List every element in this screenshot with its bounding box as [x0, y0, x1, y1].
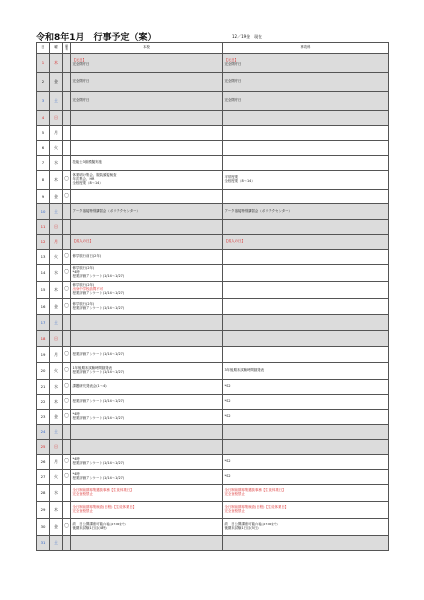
advanced-course-cell — [223, 111, 389, 126]
advanced-course-cell — [223, 470, 389, 485]
weekday-cell: 木 — [50, 171, 63, 190]
advanced-course-cell — [223, 502, 389, 519]
note-mark-cell — [63, 425, 71, 440]
main-school-cell — [71, 380, 223, 395]
main-school-cell — [71, 519, 223, 536]
advanced-course-cell — [223, 220, 389, 235]
table-row — [37, 282, 389, 299]
day-cell: 17 — [37, 315, 50, 331]
day-cell: 6 — [37, 141, 50, 156]
weekday-cell: 火 — [50, 363, 63, 380]
weekday-cell: 金 — [50, 519, 63, 536]
event-line: 完全閉庁日 — [72, 62, 90, 66]
event-line: 平常授業 — [224, 175, 239, 180]
advanced-course-cell — [223, 519, 389, 536]
table-row — [37, 380, 389, 395]
event-line: 完全登校禁止 — [72, 509, 93, 513]
advanced-course-cell — [223, 536, 389, 551]
table-row — [37, 536, 389, 551]
main-school-cell — [71, 220, 223, 235]
event-line: 出身中学校訪問不可 — [72, 287, 104, 292]
advanced-course-cell — [223, 54, 389, 73]
header-note — [63, 43, 71, 54]
main-school-cell — [71, 347, 223, 363]
event-line: 終 日公開講座可能(午後は17:00まで) — [224, 522, 278, 527]
day-cell: 28 — [37, 485, 50, 502]
page-title: 令和8年1月 行事予定（案） — [36, 33, 157, 43]
main-school-cell — [71, 536, 223, 551]
event-line: 【成人の日】 — [72, 239, 93, 244]
header-dow: 曜 — [50, 43, 63, 54]
table-row — [37, 315, 389, 331]
note-mark-cell — [63, 315, 71, 331]
table-row — [37, 92, 389, 111]
table-row — [37, 395, 389, 410]
advanced-course-cell — [223, 380, 389, 395]
header-row — [37, 43, 389, 54]
note-mark-cell: 〇 — [63, 470, 71, 485]
main-school-cell — [71, 111, 223, 126]
weekday-cell: 金 — [50, 410, 63, 425]
day-cell: 29 — [37, 502, 50, 519]
table-row — [37, 470, 389, 485]
event-line: 3年後期末試験時間割発表 — [224, 368, 264, 373]
event-line: 休業明け集会、服装頭髪検査 — [72, 173, 117, 178]
weekday-cell: 日 — [50, 440, 63, 455]
event-line: 後期末試験1日目(4時) — [72, 526, 107, 530]
day-cell: 3 — [37, 92, 50, 111]
advanced-course-cell — [223, 282, 389, 299]
main-school-cell — [71, 470, 223, 485]
event-line: 全日制前期募集選抜事務【生徒休業日】 — [72, 488, 134, 493]
day-cell: 16 — [37, 299, 50, 315]
note-mark-cell — [63, 536, 71, 551]
weekday-cell: 火 — [50, 470, 63, 485]
main-school-cell — [71, 331, 223, 347]
event-line: *S2 — [224, 384, 231, 389]
note-mark-cell — [63, 204, 71, 220]
event-line: 授業評価アンケート(1/14～1/27) — [72, 370, 125, 374]
advanced-course-cell — [223, 204, 389, 220]
table-row — [37, 204, 389, 220]
advanced-course-cell — [223, 156, 389, 171]
event-line: 全校授業（8～14） — [224, 179, 255, 183]
weekday-cell: 木 — [50, 54, 63, 73]
day-cell: 26 — [37, 455, 50, 470]
event-line: 完全登校禁止 — [224, 492, 245, 496]
advanced-course-cell — [223, 347, 389, 363]
event-line: 技能士3級模擬実施 — [72, 160, 102, 165]
advanced-course-cell — [223, 73, 389, 92]
note-mark-cell — [63, 73, 71, 92]
table-row — [37, 235, 389, 250]
event-line: 年次集会、HR — [72, 177, 95, 182]
main-school-cell — [71, 204, 223, 220]
weekday-cell: 土 — [50, 315, 63, 331]
main-school-cell — [71, 440, 223, 455]
event-line: 【元日】 — [72, 58, 87, 63]
note-mark-cell: 〇 — [63, 455, 71, 470]
event-line: 修学旅行(2年) — [72, 283, 95, 288]
table-row — [37, 156, 389, 171]
event-line: 完全閉庁日 — [72, 98, 90, 103]
note-mark-cell: 〇 — [63, 363, 71, 380]
event-line: 全校授業（8～14） — [72, 180, 103, 185]
note-mark-cell — [63, 485, 71, 502]
table-row — [37, 363, 389, 380]
day-cell: 30 — [37, 519, 50, 536]
main-school-cell — [71, 502, 223, 519]
weekday-cell: 月 — [50, 235, 63, 250]
note-mark-cell: 〇 — [63, 265, 71, 282]
main-school-cell — [71, 54, 223, 73]
weekday-cell: 日 — [50, 111, 63, 126]
weekday-cell: 日 — [50, 331, 63, 347]
day-cell: 20 — [37, 363, 50, 380]
event-line: 【成人の日】 — [224, 239, 245, 244]
day-cell: 25 — [37, 440, 50, 455]
event-line: 授業評価アンケート(1/14～1/27) — [72, 416, 125, 420]
table-row — [37, 265, 389, 282]
table-row — [37, 250, 389, 265]
day-cell: 22 — [37, 395, 50, 410]
event-line: 完全閉庁日 — [224, 62, 242, 66]
note-mark-cell — [63, 111, 71, 126]
note-mark-cell: 〇 — [63, 395, 71, 410]
weekday-cell: 土 — [50, 536, 63, 551]
table-row — [37, 502, 389, 519]
event-line: 全日制前期募集選抜事務【生徒休業日】 — [224, 488, 286, 493]
weekday-cell: 月 — [50, 455, 63, 470]
advanced-course-cell — [223, 395, 389, 410]
advanced-course-cell — [223, 315, 389, 331]
day-cell: 23 — [37, 410, 50, 425]
advanced-course-cell — [223, 190, 389, 204]
table-row — [37, 141, 389, 156]
header-main-school: 本校 — [71, 43, 223, 54]
event-line: 後期末試験1日目(5日) — [224, 526, 259, 530]
table-row — [37, 347, 389, 363]
day-cell: 7 — [37, 156, 50, 171]
event-line: 全日制前期募集検査(日程)【生徒休業日】 — [224, 505, 289, 510]
event-line: 完全登校禁止 — [224, 509, 245, 513]
note-mark-cell: 〇 — [63, 282, 71, 299]
event-line: *4時 — [72, 412, 80, 417]
day-cell: 31 — [37, 536, 50, 551]
table-row — [37, 171, 389, 190]
note-mark-cell: 〇 — [63, 299, 71, 315]
main-school-cell — [71, 156, 223, 171]
day-cell: 13 — [37, 250, 50, 265]
weekday-cell: 水 — [50, 265, 63, 282]
event-line: 修学旅行前日(2年) — [72, 254, 102, 259]
event-line: 修学旅行(2年) — [72, 266, 95, 271]
table-row — [37, 126, 389, 141]
advanced-course-cell — [223, 485, 389, 502]
event-line: 1年後期末試験時間割発表 — [72, 366, 112, 371]
day-cell: 11 — [37, 220, 50, 235]
table-row — [37, 485, 389, 502]
main-school-cell — [71, 425, 223, 440]
day-cell: 14 — [37, 265, 50, 282]
main-school-cell — [71, 455, 223, 470]
weekday-cell: 水 — [50, 380, 63, 395]
as-of-date: 12／19金 現在 — [232, 34, 263, 39]
advanced-course-cell — [223, 331, 389, 347]
weekday-cell: 月 — [50, 347, 63, 363]
advanced-course-cell — [223, 126, 389, 141]
main-school-cell — [71, 171, 223, 190]
table-row — [37, 519, 389, 536]
event-line: 完全閉庁日 — [72, 79, 90, 84]
event-line: 完全閉庁日 — [224, 79, 242, 84]
advanced-course-cell — [223, 265, 389, 282]
day-cell: 19 — [37, 347, 50, 363]
weekday-cell: 水 — [50, 156, 63, 171]
weekday-cell: 木 — [50, 395, 63, 410]
event-line: 【元日】 — [224, 58, 239, 63]
advanced-course-cell — [223, 92, 389, 111]
day-cell: 10 — [37, 204, 50, 220]
advanced-course-cell — [223, 363, 389, 380]
table-row — [37, 54, 389, 73]
note-mark-cell — [63, 502, 71, 519]
event-line: 終 日公開講座可能(午後は17:00まで) — [72, 522, 126, 527]
main-school-cell — [71, 126, 223, 141]
event-line: アーク溶接特別講習会（ポリテクセンター） — [72, 208, 140, 213]
event-line: *S2 — [224, 414, 231, 419]
day-cell: 9 — [37, 190, 50, 204]
day-cell: 12 — [37, 235, 50, 250]
event-line: 全日制前期募集検査(日程)【生徒休業日】 — [72, 505, 137, 510]
weekday-cell: 金 — [50, 73, 63, 92]
day-cell: 4 — [37, 111, 50, 126]
note-mark-cell — [63, 235, 71, 250]
main-school-cell — [71, 485, 223, 502]
weekday-cell: 月 — [50, 126, 63, 141]
main-school-cell — [71, 190, 223, 204]
note-mark-cell: 〇 — [63, 250, 71, 265]
main-school-cell — [71, 235, 223, 250]
note-mark-cell — [63, 331, 71, 347]
event-line: 完全登校禁止 — [72, 492, 93, 496]
weekday-cell: 木 — [50, 502, 63, 519]
main-school-cell — [71, 250, 223, 265]
main-school-cell — [71, 395, 223, 410]
event-line: *S2 — [224, 474, 231, 479]
main-school-cell — [71, 265, 223, 282]
event-line: 授業評価アンケート(1/14～1/27) — [72, 399, 125, 404]
day-cell: 18 — [37, 331, 50, 347]
main-school-cell — [71, 299, 223, 315]
note-mark-cell — [63, 126, 71, 141]
advanced-course-cell — [223, 455, 389, 470]
header-note-label: 備考 — [64, 43, 68, 51]
day-cell: 5 — [37, 126, 50, 141]
table-row — [37, 331, 389, 347]
event-line: 授業評価アンケート(1/14～1/27) — [72, 290, 125, 295]
note-mark-cell — [63, 92, 71, 111]
weekday-cell: 土 — [50, 425, 63, 440]
table-row — [37, 299, 389, 315]
day-cell: 27 — [37, 470, 50, 485]
header-day: 日 — [37, 43, 50, 54]
event-line: *4時 — [72, 457, 80, 462]
weekday-cell: 金 — [50, 299, 63, 315]
event-line: 課題研究発表会(1～4) — [72, 384, 107, 389]
event-line: 修学旅行(2年) — [72, 301, 95, 306]
event-line: 授業評価アンケート(1/14～1/27) — [72, 476, 125, 480]
day-cell: 2 — [37, 73, 50, 92]
event-line: *4時 — [72, 472, 80, 477]
weekday-cell: 土 — [50, 204, 63, 220]
note-mark-cell: 〇 — [63, 519, 71, 536]
header-advanced-course: 専攻科 — [223, 43, 389, 54]
main-school-cell — [71, 73, 223, 92]
schedule-body — [37, 54, 389, 551]
event-line: *4時 — [72, 270, 80, 275]
event-line: 授業評価アンケート(1/14～1/27) — [72, 351, 125, 356]
schedule-table — [36, 42, 389, 551]
table-row — [37, 440, 389, 455]
table-row — [37, 73, 389, 92]
table-row — [37, 190, 389, 204]
advanced-course-cell — [223, 410, 389, 425]
weekday-cell: 土 — [50, 92, 63, 111]
event-line: アーク溶接特別講習会（ポリテクセンター） — [224, 208, 292, 213]
event-line: 授業評価アンケート(1/14～1/27) — [72, 273, 125, 278]
note-mark-cell: 〇 — [63, 347, 71, 363]
day-cell: 24 — [37, 425, 50, 440]
day-cell: 21 — [37, 380, 50, 395]
advanced-course-cell — [223, 440, 389, 455]
main-school-cell — [71, 410, 223, 425]
event-line: *S2 — [224, 399, 231, 404]
advanced-course-cell — [223, 235, 389, 250]
note-mark-cell: 〇 — [63, 380, 71, 395]
advanced-course-cell — [223, 250, 389, 265]
event-line: 完全閉庁日 — [224, 98, 242, 103]
weekday-cell: 火 — [50, 250, 63, 265]
table-row — [37, 425, 389, 440]
weekday-cell: 金 — [50, 190, 63, 204]
day-cell: 1 — [37, 54, 50, 73]
event-line: 授業評価アンケート(1/14～1/27) — [72, 461, 125, 465]
weekday-cell: 木 — [50, 282, 63, 299]
note-mark-cell: 〇 — [63, 190, 71, 204]
main-school-cell — [71, 363, 223, 380]
advanced-course-cell — [223, 141, 389, 156]
note-mark-cell: 〇 — [63, 410, 71, 425]
note-mark-cell — [63, 54, 71, 73]
day-cell: 15 — [37, 282, 50, 299]
event-line: *S2 — [224, 459, 231, 464]
main-school-cell — [71, 315, 223, 331]
day-cell: 8 — [37, 171, 50, 190]
advanced-course-cell — [223, 425, 389, 440]
note-mark-cell — [63, 440, 71, 455]
advanced-course-cell — [223, 171, 389, 190]
weekday-cell: 水 — [50, 485, 63, 502]
event-line: 授業評価アンケート(1/14～1/27) — [72, 305, 125, 310]
note-mark-cell — [63, 141, 71, 156]
note-mark-cell: 〇 — [63, 171, 71, 190]
weekday-cell: 火 — [50, 141, 63, 156]
weekday-cell: 日 — [50, 220, 63, 235]
note-mark-cell — [63, 156, 71, 171]
table-row — [37, 410, 389, 425]
advanced-course-cell — [223, 299, 389, 315]
main-school-cell — [71, 92, 223, 111]
table-row — [37, 220, 389, 235]
main-school-cell — [71, 282, 223, 299]
table-row — [37, 455, 389, 470]
table-row — [37, 111, 389, 126]
main-school-cell — [71, 141, 223, 156]
note-mark-cell — [63, 220, 71, 235]
